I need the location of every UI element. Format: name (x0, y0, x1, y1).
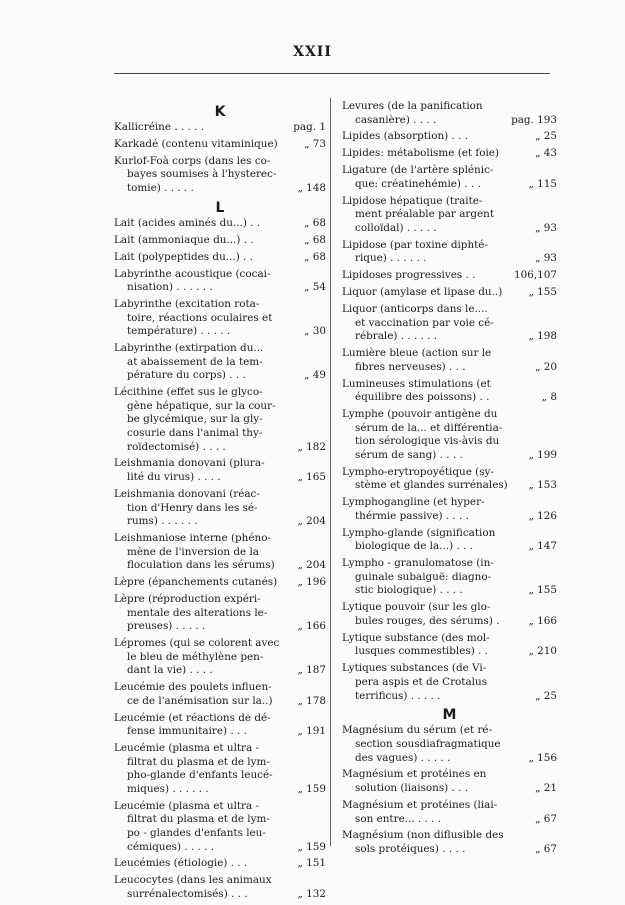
index-entry (342, 378, 557, 405)
entry-text: Lipidoses progressives . . (342, 269, 476, 282)
index-entry (114, 532, 326, 573)
page-reference: „ 126 (528, 509, 557, 522)
index-column-left (114, 100, 326, 905)
page-reference: „ 49 (304, 369, 326, 382)
index-entry (342, 496, 557, 523)
index-entry (342, 303, 557, 344)
page-reference: „ 204 (297, 515, 326, 528)
entry-text: Leucémie des poulets influen- (114, 681, 272, 694)
index-entry (114, 681, 326, 708)
page-reference: „ 68 (304, 216, 326, 229)
entry-text: Levures (de la panification (342, 100, 483, 112)
entry-text: des vagues) . . . . . (355, 751, 451, 764)
entry-text: Magnésium du sérum (et ré- (342, 724, 493, 737)
entry-text: tomie) . . . . . (127, 181, 194, 194)
entry-text: température) . . . . . (127, 325, 231, 338)
entry-text: Lait (acides aminés du...) . . (114, 216, 261, 229)
page-reference: „ 93 (535, 252, 557, 265)
entry-text: Leucémie (plasma et ultra - (114, 799, 260, 812)
index-entry (342, 601, 557, 628)
header-rule (114, 73, 550, 74)
entry-text: casanière) . . . . (355, 113, 437, 126)
index-entry (114, 342, 326, 383)
index-entry (342, 466, 557, 493)
entry-text: Leishmaniose interne (phéno- (114, 532, 271, 544)
entry-text: ment préalable par argent (355, 208, 495, 221)
entry-text: roïdectomisé) . . . . (127, 440, 226, 453)
page-reference: pag. 1 (293, 121, 326, 133)
index-entry (342, 724, 557, 765)
page-reference: „ 210 (528, 645, 557, 658)
index-entry (342, 286, 557, 300)
entry-text: colloïdal) . . . . . (355, 221, 437, 234)
index-entry (114, 874, 326, 901)
entry-text: toire, réactions oculaires et (127, 311, 273, 324)
entry-text: Lipidose (par toxine diphté- (342, 238, 488, 251)
entry-text: Lymphogangline (et hyper- (342, 496, 485, 509)
entry-text: gène hépatique, sur la cour- (127, 399, 276, 412)
page-reference: „ 155 (528, 286, 557, 299)
entry-text: ce de l'anémisation sur la..) (127, 694, 273, 707)
entry-text: cosurie dans l'animal thy- (127, 426, 263, 439)
index-entry (342, 147, 557, 161)
entry-text: floculation dans les sérums) (127, 559, 275, 572)
page-reference: „ 166 (297, 620, 326, 633)
entry-text: Magnésium et protéines en (342, 768, 487, 781)
entry-text: po - glandes d'enfants leu- (127, 826, 266, 839)
page-reference: „ 159 (297, 782, 326, 795)
entry-text: thérmie passive) . . . . (355, 509, 469, 522)
entry-text: Liquor (amylase et lipase du..) (342, 286, 503, 299)
page-reference: „ 151 (297, 857, 326, 870)
index-entry (342, 768, 557, 795)
page-reference: „ 196 (297, 576, 326, 589)
index-entry (114, 121, 326, 135)
index-entry (114, 268, 326, 295)
page-reference: „ 68 (304, 250, 326, 263)
entry-text: Lymphe (pouvoir antigène du (342, 408, 498, 421)
page-reference: „ 156 (528, 751, 557, 764)
entry-text: dant la vie) . . . . (127, 664, 213, 677)
entry-text: fense immunitaire) . . . (127, 725, 247, 738)
entry-text: équilibre des poissons) . . (355, 391, 490, 404)
page-reference: „ 187 (297, 664, 326, 677)
index-entry (342, 347, 557, 374)
index-entry (342, 195, 557, 236)
column-divider (330, 98, 331, 846)
page-reference: „ 21 (535, 782, 557, 795)
section-letter: L (215, 199, 225, 216)
entry-text: sérum de sang) . . . . (355, 448, 463, 461)
entry-text: Lympho - granulomatose (in- (342, 557, 494, 570)
index-entry (342, 829, 557, 856)
index-entry (342, 164, 557, 191)
index-entry (342, 662, 557, 703)
page-reference: „ 30 (304, 325, 326, 338)
entry-text: Karkadé (contenu vitaminique) (114, 137, 278, 150)
entry-text: le bleu de méthylène pen- (127, 650, 264, 663)
index-entry (342, 130, 557, 144)
page-reference: „ 182 (297, 440, 326, 453)
page-reference: „ 25 (535, 689, 557, 702)
entry-text: pho-glande d'enfants leucé- (127, 769, 273, 782)
entry-text: Lumineuses stimulations (et (342, 377, 491, 390)
index-entry (114, 298, 326, 339)
entry-text: Ligature (de l'artère splénic- (342, 164, 494, 177)
index-entry (342, 527, 557, 554)
index-entry (342, 239, 557, 266)
index-entry (114, 386, 326, 454)
index-entry (114, 217, 326, 231)
entry-text: Labyrinthe (extirpation du... (114, 342, 264, 355)
page-reference: „ 68 (304, 233, 326, 246)
entry-text: solution (liaisons) . . . (355, 782, 469, 795)
page-reference: „ 67 (535, 843, 557, 856)
index-entry (342, 408, 557, 462)
entry-text: be glycémique, sur la gly- (127, 413, 263, 426)
entry-text: que: créatinehémie) . . . (355, 177, 481, 190)
page-reference: „ 25 (535, 130, 557, 143)
entry-text: mène de l'inversion de la (127, 545, 259, 558)
index-entry (114, 857, 326, 871)
entry-text: Lumière bleue (action sur le (342, 347, 492, 360)
entry-text: surrénalectomisés) . . . (127, 887, 248, 900)
page-reference: „ 159 (297, 840, 326, 853)
page-reference: „ 153 (528, 479, 557, 492)
section-letter: K (214, 104, 226, 120)
page-number: XXII (293, 44, 332, 60)
page-reference: „ 148 (297, 181, 326, 194)
entry-text: Lympho-glande (signification (342, 526, 496, 539)
entry-text: Magnésium (non diflusible des (342, 829, 504, 842)
entry-text: Magnésium et protéines (liai- (342, 798, 498, 811)
entry-text: mentale des alterations le- (127, 606, 268, 619)
index-column-right (342, 100, 557, 860)
entry-text: guinale subaiguë: diagno- (355, 570, 492, 583)
entry-text: stème et glandes surrénales) (355, 479, 508, 492)
entry-text: stic biologique) . . . . (355, 584, 463, 597)
entry-text: Lipidose hépatique (traite- (342, 194, 483, 207)
page-reference: „ 155 (528, 584, 557, 597)
entry-text: section sousdiafragmatique (355, 737, 501, 750)
index-entry (114, 637, 326, 678)
page-reference: „ 93 (535, 221, 557, 234)
entry-text: Lipides: métabolisme (et foie) (342, 147, 500, 160)
entry-text: preuses) . . . . . (127, 620, 206, 633)
entry-text: Leucocytes (dans les animaux (114, 874, 272, 887)
entry-text: terrificus) . . . . . (355, 689, 441, 702)
entry-text: rique) . . . . . . (355, 252, 427, 265)
entry-text: rums) . . . . . . (127, 515, 198, 528)
entry-text: sérum de la... et différentia- (355, 421, 503, 434)
page-reference: „ 147 (528, 540, 557, 553)
entry-text: Lipides (absorption) . . . (342, 130, 469, 143)
entry-text: nisation) . . . . . . (127, 281, 213, 294)
entry-text: filtrat du plasma et de lym- (127, 813, 270, 826)
entry-text: et vaccination par voie cé- (355, 316, 494, 329)
entry-text: lusques commestibles) . . (355, 645, 488, 658)
page-reference: „ 73 (304, 137, 326, 150)
index-entry (114, 138, 326, 152)
entry-text: biologique de la...) . . . (355, 540, 473, 553)
page-reference: „ 20 (535, 360, 557, 373)
index-entry (114, 712, 326, 739)
index-entry (114, 800, 326, 854)
entry-text: pera aspis et de Crotalus (355, 675, 488, 688)
entry-text: rébrale) . . . . . . (355, 330, 438, 343)
entry-text: Kurlof-Foà corps (dans les co- (114, 154, 271, 167)
page-reference: „ 67 (535, 812, 557, 825)
entry-text: Leishmania donovani (réac- (114, 487, 260, 500)
entry-text: Labyrinthe (excitation rota- (114, 298, 260, 311)
entry-text: bayes soumises à l'hysterec- (127, 168, 277, 181)
entry-text: Lèpre (épanchements cutanés) (114, 576, 278, 589)
page-reference: „ 8 (541, 391, 557, 404)
page-reference: pag. 193 (511, 113, 557, 126)
index-entry (342, 269, 557, 283)
index-entry (114, 488, 326, 529)
entry-text: lité du virus) . . . . (127, 471, 221, 484)
entry-text: Lait (polypeptides du...) . . (114, 250, 253, 263)
entry-text: cémiques) . . . . . (127, 840, 215, 853)
entry-text: son entre... . . . . (355, 812, 442, 825)
index-entry (342, 799, 557, 826)
entry-text: filtrat du plasma et de lym- (127, 755, 270, 768)
page-reference: „ 132 (297, 887, 326, 900)
entry-text: Labyrinthe acoustique (cocai- (114, 267, 271, 280)
index-entry (114, 155, 326, 196)
section-letter: M (442, 707, 457, 724)
entry-text: Lèpre (réproduction expéri- (114, 592, 261, 605)
page-reference: „ 199 (528, 448, 557, 461)
entry-text: fibres nerveuses) . . . (355, 360, 466, 373)
entry-text: tion d'Henry dans les sé- (127, 501, 258, 514)
entry-text: Leucémie (plasma et ultra - (114, 742, 260, 755)
page-reference: „ 204 (297, 559, 326, 572)
page-reference: „ 191 (297, 725, 326, 738)
index-entry (114, 742, 326, 796)
entry-text: Lépromes (qui se colorent avec (114, 637, 280, 650)
index-entry (342, 632, 557, 659)
page-reference: „ 166 (528, 614, 557, 627)
entry-text: at abaissement de la tem- (127, 355, 263, 368)
entry-text: Lécithine (effet sus le glyco- (114, 386, 263, 399)
index-entry (114, 593, 326, 634)
index-entry (114, 576, 326, 590)
entry-text: pérature du corps) . . . (127, 369, 246, 382)
index-entry (342, 557, 557, 598)
page-reference: „ 115 (528, 177, 557, 190)
entry-text: Lytiques substances (de Vi- (342, 662, 487, 675)
entry-text: Lytique substance (des mol- (342, 631, 490, 644)
index-entry (114, 457, 326, 484)
entry-text: tion sérologique vis-àvis du (355, 435, 500, 448)
page-reference: „ 54 (304, 281, 326, 294)
page-reference: „ 178 (297, 694, 326, 707)
index-entry (114, 234, 326, 248)
page-reference: „ 43 (535, 147, 557, 160)
entry-text: Kallicréine . . . . . (114, 121, 205, 133)
index-entry (114, 251, 326, 265)
entry-text: Liquor (anticorps dans le.... (342, 303, 488, 316)
page-reference: „ 198 (528, 330, 557, 343)
index-entry (342, 100, 557, 127)
entry-text: miques) . . . . . . (127, 782, 209, 795)
entry-text: sols protéiques) . . . . (355, 843, 466, 856)
entry-text: Lait (ammoniaque du...) . . (114, 233, 254, 246)
entry-text: Lympho-erytropoyétique (sy- (342, 465, 494, 478)
entry-text: Leucémies (étiologie) . . . (114, 857, 248, 870)
entry-text: Lytique pouvoir (sur les glo- (342, 601, 491, 614)
page-reference: „ 165 (297, 471, 326, 484)
entry-text: Leucémie (et réactions de dé- (114, 711, 271, 724)
entry-text: bules rouges, des sérums) . (355, 614, 500, 627)
entry-text: Leishmania donovani (plura- (114, 457, 265, 470)
page-reference: 106,107 (514, 269, 557, 282)
